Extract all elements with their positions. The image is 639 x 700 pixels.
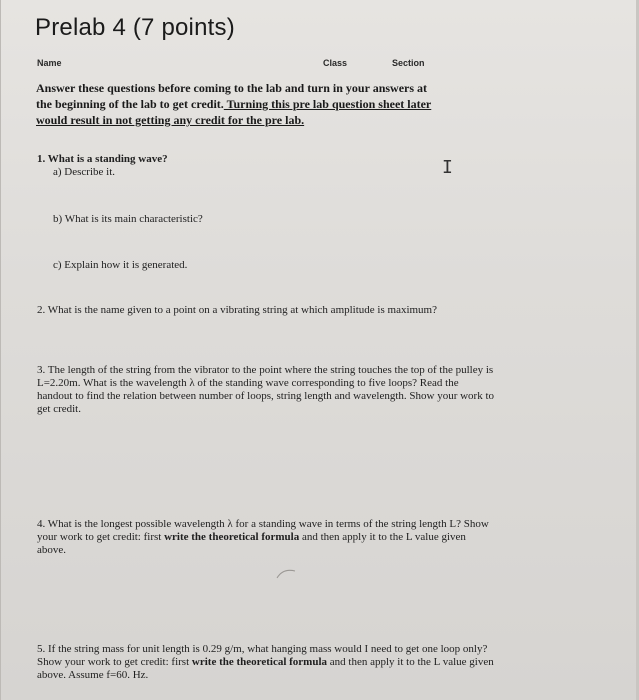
question-1c: c) Explain how it is generated.	[53, 259, 188, 271]
page-title: Prelab 4 (7 points)	[35, 14, 235, 41]
name-label: Name	[37, 58, 62, 68]
question-1b: b) What is its main characteristic?	[53, 213, 203, 225]
question-3: 3. The length of the string from the vibrator to the point where the string touches the top of the pulley is L=2.20m. What is the wavelength λ of the standing wave corresponding to five loops? Read the handout to find the relation between number of loops, string length and wavelength. Show your work to get credit.	[37, 364, 495, 415]
text-cursor-icon: I	[442, 157, 453, 178]
pencil-mark-icon	[275, 566, 297, 580]
question-1: 1. What is a standing wave?	[37, 153, 168, 165]
question-4: 4. What is the longest possible wavelength λ for a standing wave in terms of the string length L? Show your work to get credit: first write the theoretical formula and then apply it to the L value given above.	[37, 518, 489, 556]
class-label: Class	[323, 58, 348, 68]
instructions-line-3: would result in not getting any credit for the pre lab.	[36, 113, 305, 127]
instructions	[36, 80, 556, 128]
section-label: Section	[392, 58, 425, 68]
instructions-line-1: Answer these questions before coming to the lab and turn in your answers at	[36, 81, 428, 95]
question-2: 2. What is the name given to a point on a vibrating string at which amplitude is maximum?	[37, 304, 437, 316]
question-1a: a) Describe it.	[53, 166, 115, 178]
instructions-line-2: the beginning of the lab to get credit. Turning this pre lab question sheet later	[36, 97, 432, 111]
question-5: 5. If the string mass for unit length is 0.29 g/m, what hanging mass would I need to get one loop only? Show your work to get credit: first write the theoretical formula and then apply it to the L value given above. Assume f=60. Hz.	[37, 643, 494, 681]
